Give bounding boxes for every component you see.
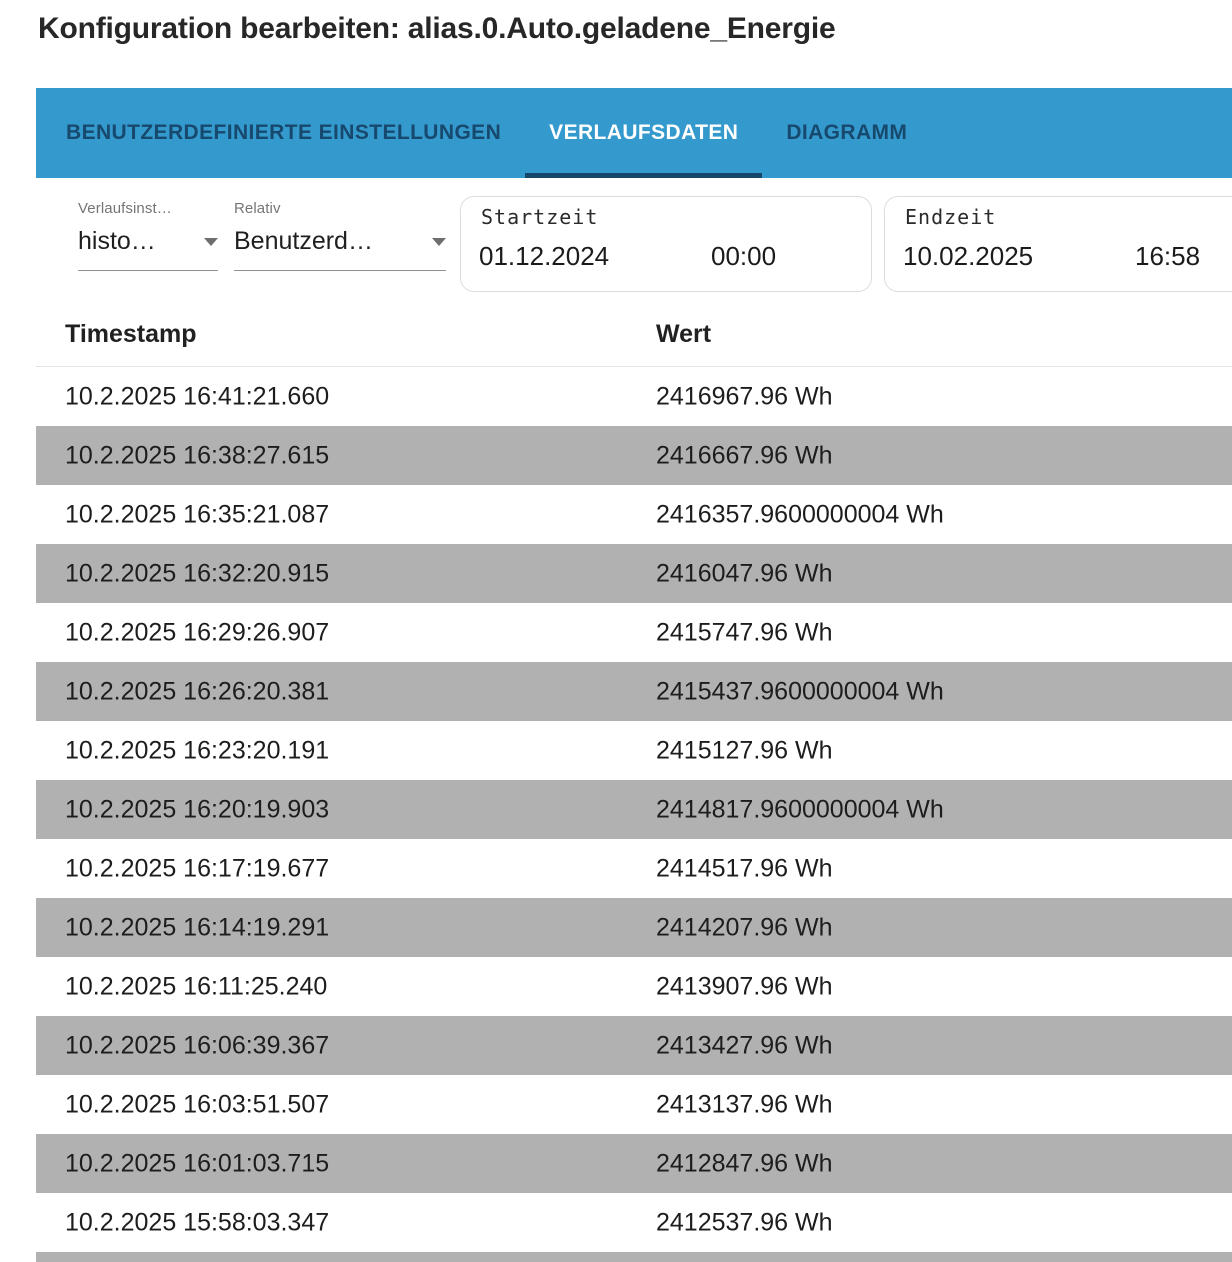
row-timestamp: 10.2.2025 16:17:19.677 — [65, 854, 330, 882]
row-timestamp: 10.2.2025 16:11:25.240 — [65, 972, 328, 1000]
row-timestamp: 10.2.2025 16:20:19.903 — [65, 795, 330, 823]
row-wert: 2416967.96 Wh — [656, 382, 833, 410]
row-timestamp: 10.2.2025 16:01:03.715 — [65, 1149, 330, 1177]
row-timestamp: 10.2.2025 16:23:20.191 — [65, 736, 330, 764]
row-wert: 2415437.9600000004 Wh — [656, 677, 944, 705]
history-instance-label: Verlaufsinst… — [78, 200, 172, 217]
history-instance-value: histo… — [78, 227, 156, 255]
row-wert: 2415127.96 Wh — [656, 736, 833, 764]
page-title: Konfiguration bearbeiten: alias.0.Auto.geladene_Energie — [38, 12, 836, 45]
relative-range-select[interactable] — [234, 200, 446, 271]
row-wert: 2412537.96 Wh — [656, 1208, 833, 1236]
column-header-timestamp: Timestamp — [65, 320, 197, 348]
row-timestamp: 10.2.2025 16:41:21.660 — [65, 382, 330, 410]
relative-range-label: Relativ — [234, 200, 281, 217]
row-timestamp: 10.2.2025 16:06:39.367 — [65, 1031, 330, 1059]
end-time-label: Endzeit — [905, 205, 997, 229]
table-row-partial — [36, 1252, 1232, 1262]
table-row — [36, 485, 1232, 544]
chevron-down-icon — [432, 238, 446, 246]
row-wert: 2414517.96 Wh — [656, 854, 833, 882]
table-row — [36, 839, 1232, 898]
row-timestamp: 10.2.2025 16:32:20.915 — [65, 559, 330, 587]
relative-range-value: Benutzerd… — [234, 227, 373, 255]
tab-verlaufsdaten[interactable]: VERLAUFSDATEN — [525, 88, 762, 178]
tab-benutzerdefinierte-einstellungen[interactable]: BENUTZERDEFINIERTE EINSTELLUNGEN — [66, 121, 502, 144]
history-instance-select[interactable] — [78, 200, 218, 271]
row-wert: 2413907.96 Wh — [656, 972, 833, 1000]
row-timestamp: 10.2.2025 16:03:51.507 — [65, 1090, 330, 1118]
row-wert: 2413137.96 Wh — [656, 1090, 833, 1118]
row-timestamp: 10.2.2025 16:14:19.291 — [65, 913, 330, 941]
table-row — [36, 603, 1232, 662]
table-row — [36, 1193, 1232, 1252]
table-row — [36, 662, 1232, 721]
end-date-input[interactable]: 10.02.2025 — [903, 241, 1034, 271]
start-time-input[interactable]: 00:00 — [711, 241, 777, 271]
row-wert: 2412847.96 Wh — [656, 1149, 833, 1177]
row-wert: 2416667.96 Wh — [656, 441, 833, 469]
row-timestamp: 10.2.2025 16:29:26.907 — [65, 618, 330, 646]
start-date-input[interactable]: 01.12.2024 — [479, 241, 610, 271]
table-row — [36, 780, 1232, 839]
row-wert: 2416357.9600000004 Wh — [656, 500, 944, 528]
table-row — [36, 367, 1232, 426]
row-wert: 2415747.96 Wh — [656, 618, 833, 646]
start-time-label: Startzeit — [481, 205, 599, 229]
table-header — [36, 315, 1232, 367]
table-row — [36, 544, 1232, 603]
table-row — [36, 721, 1232, 780]
table-row — [36, 1134, 1232, 1193]
row-timestamp: 10.2.2025 16:38:27.615 — [65, 441, 330, 469]
end-time-group — [884, 196, 1232, 292]
tab-diagramm[interactable]: DIAGRAMM — [786, 121, 908, 144]
row-timestamp: 10.2.2025 16:35:21.087 — [65, 500, 330, 528]
row-wert: 2414817.9600000004 Wh — [656, 795, 944, 823]
start-time-group — [460, 196, 872, 292]
table-row — [36, 957, 1232, 1016]
table-row — [36, 426, 1232, 485]
table-body — [36, 367, 1232, 1262]
column-header-wert: Wert — [656, 320, 712, 348]
row-wert: 2413427.96 Wh — [656, 1031, 833, 1059]
row-timestamp: 10.2.2025 15:58:03.347 — [65, 1208, 330, 1236]
table-row — [36, 1075, 1232, 1134]
row-timestamp: 10.2.2025 16:26:20.381 — [65, 677, 330, 705]
tab-bar — [36, 88, 1232, 178]
row-wert: 2416047.96 Wh — [656, 559, 833, 587]
table-row — [36, 1016, 1232, 1075]
table-row — [36, 898, 1232, 957]
row-wert: 2414207.96 Wh — [656, 913, 833, 941]
end-time-input[interactable]: 16:58 — [1135, 241, 1201, 271]
chevron-down-icon — [204, 238, 218, 246]
